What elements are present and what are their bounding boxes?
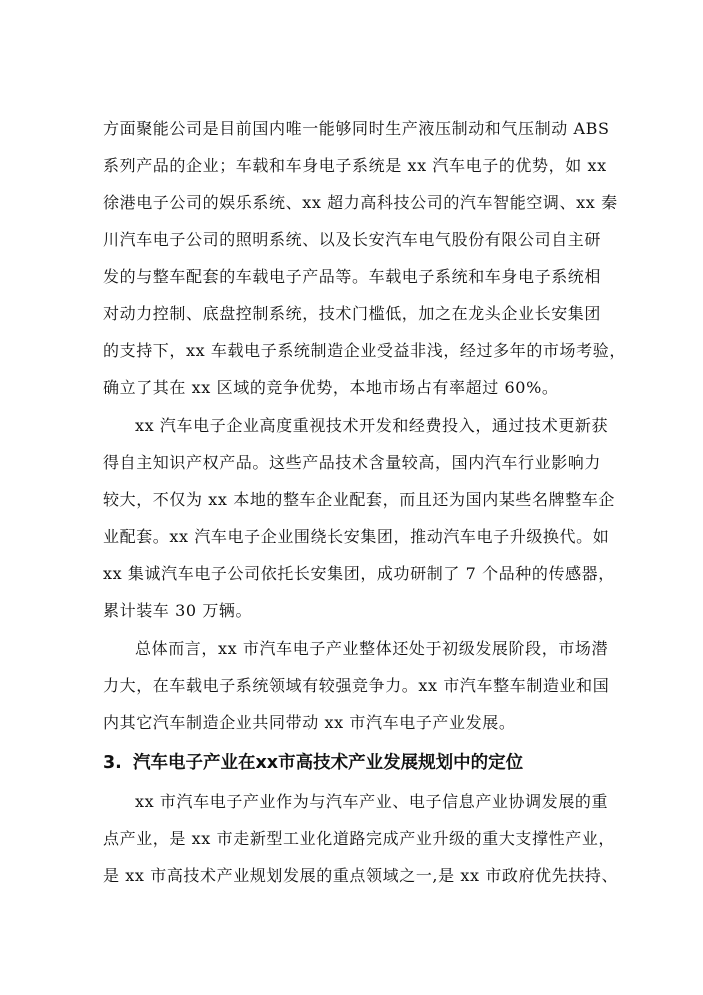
paragraph-2-line-6: 累计装车 30 万辆。 [103,601,253,620]
paragraph-2-line-4: 业配套。xx 汽车电子企业围绕长安集团，推动汽车电子升级换代。如 [103,527,610,546]
paragraph-2-line-5: xx 集诚汽车电子公司依托长安集团，成功研制了 7 个品种的传感器， [103,564,615,583]
paragraph-2-line-3: 较大，不仅为 xx 本地的整车企业配套，而且还为国内某些名牌整车企 [103,490,616,509]
paragraph-4-line-3: 是 xx 市高技术产业规划发展的重点领域之一,是 xx 市政府优先扶持、 [103,866,619,885]
section-heading [103,751,603,775]
paragraph-1-line-3: 徐港电子公司的娱乐系统、xx 超力高科技公司的汽车智能空调、xx 秦 [103,193,618,212]
paragraph-4-line-1: xx 市汽车电子产业作为与汽车产业、电子信息产业协调发展的重 [135,792,609,811]
paragraph-3-line-3: 内其它汽车制造企业共同带动 xx 市汽车电子产业发展。 [103,713,516,732]
paragraph-1-line-2: 系列产品的企业；车载和车身电子系统是 xx 汽车电子的优势，如 xx [103,156,607,175]
paragraph-1-line-1: 方面聚能公司是目前国内唯一能够同时生产液压制动和气压制动 ABS [103,119,610,138]
paragraph-1-line-5: 发的与整车配套的车载电子产品等。车载电子系统和车身电子系统相 [103,267,602,286]
paragraph-3-line-1: 总体而言，xx 市汽车电子产业整体还处于初级发展阶段，市场潜 [135,639,609,658]
paragraph-2-line-1: xx 汽车电子企业高度重视技术开发和经费投入，通过技术更新获 [135,416,609,435]
paragraph-1-line-7: 的支持下，xx 车载电子系统制造企业受益非浅，经过多年的市场考验， [103,341,626,360]
paragraph-1-line-4: 川汽车电子公司的照明系统、以及长安汽车电气股份有限公司自主研 [103,230,602,249]
paragraph-3-line-2: 力大，在车载电子系统领域有较强竞争力。xx 市汽车整车制造业和国 [103,676,610,695]
paragraph-1-line-8: 确立了其在 xx 区域的竞争优势，本地市场占有率超过 60%。 [103,378,559,397]
paragraph-1-line-6: 对动力控制、底盘控制系统，技术门槛低，加之在龙头企业长安集团 [103,304,602,323]
section-title: 汽车电子产业在xx市高技术产业发展规划中的定位 [133,753,524,773]
paragraph-2-line-2: 得自主知识产权产品。这些产品技术含量较高，国内汽车行业影响力 [103,453,602,472]
paragraph-4-line-2: 点产业，是 xx 市走新型工业化道路完成产业升级的重大支撑性产业， [103,829,616,848]
section-number: 3. [103,753,122,773]
